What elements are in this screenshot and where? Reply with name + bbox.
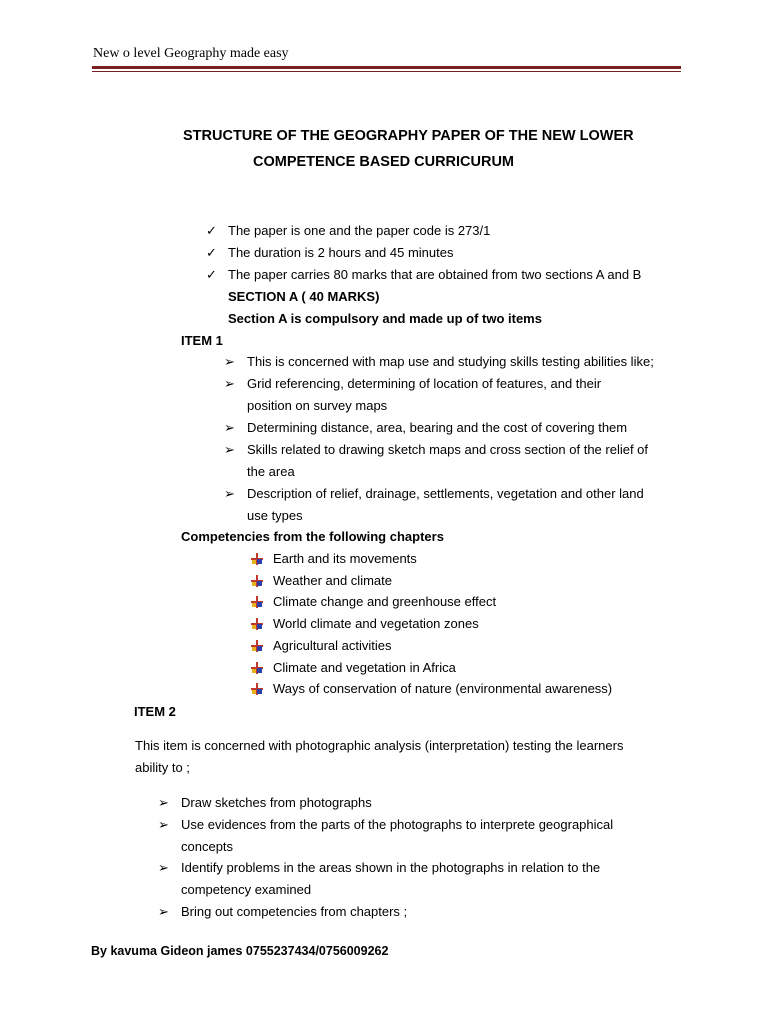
arrow-bullet-icon: ➢ — [158, 904, 169, 919]
footer-author: By kavuma Gideon james 0755237434/0756009262 — [91, 944, 389, 958]
intro-point: The duration is 2 hours and 45 minutes — [228, 245, 454, 260]
title-line-2: COMPETENCE BASED CURRICURUM — [253, 154, 515, 170]
flag-bullet-icon — [251, 662, 263, 674]
running-header: New o level Geography made easy — [93, 46, 289, 61]
item2-intro-line: ability to ; — [135, 760, 190, 775]
check-icon: ✓ — [206, 223, 217, 238]
chapter-item: Climate change and greenhouse effect — [273, 594, 497, 609]
competencies-heading: Competencies from the following chapters — [181, 529, 444, 544]
item2-point: Draw sketches from photographs — [181, 795, 372, 810]
arrow-bullet-icon: ➢ — [158, 795, 169, 810]
arrow-bullet-icon: ➢ — [158, 860, 169, 875]
item1-point-continued: use types — [247, 508, 303, 523]
flag-bullet-icon — [251, 553, 263, 565]
section-a-heading: SECTION A ( 40 MARKS) — [228, 289, 380, 304]
section-a-subheading: Section A is compulsory and made up of two items — [228, 311, 542, 326]
item2-point: Bring out competencies from chapters ; — [181, 904, 408, 919]
item1-point: This is concerned with map use and studying skills testing abilities like; — [247, 354, 654, 369]
check-icon: ✓ — [206, 267, 217, 282]
flag-bullet-icon — [251, 618, 263, 630]
chapter-item: Weather and climate — [273, 573, 392, 588]
item2-point: Identify problems in the areas shown in the photographs in relation to the — [181, 860, 601, 875]
flag-bullet-icon — [251, 596, 263, 608]
item2-point-continued: competency examined — [181, 882, 312, 897]
arrow-bullet-icon: ➢ — [224, 442, 235, 457]
item1-point-continued: position on survey maps — [247, 398, 388, 413]
arrow-bullet-icon: ➢ — [158, 817, 169, 832]
flag-bullet-icon — [251, 640, 263, 652]
chapter-item: Earth and its movements — [273, 551, 417, 566]
header-rule-thin — [92, 71, 681, 72]
item2-point-continued: concepts — [181, 839, 234, 854]
item1-point: Determining distance, area, bearing and the cost of covering them — [247, 420, 628, 435]
intro-point: The paper is one and the paper code is 273/1 — [228, 223, 491, 238]
arrow-bullet-icon: ➢ — [224, 486, 235, 501]
header-rule-thick — [92, 66, 681, 69]
title-line-1: STRUCTURE OF THE GEOGRAPHY PAPER OF THE NEW LOWER — [183, 128, 634, 144]
arrow-bullet-icon: ➢ — [224, 376, 235, 391]
chapter-item: Climate and vegetation in Africa — [273, 660, 456, 675]
item1-point: Skills related to drawing sketch maps and cross section of the relief of — [247, 442, 649, 457]
chapter-item: Agricultural activities — [273, 638, 392, 653]
flag-bullet-icon — [251, 683, 263, 695]
item1-point-continued: the area — [247, 464, 295, 479]
arrow-bullet-icon: ➢ — [224, 354, 235, 369]
flag-bullet-icon — [251, 575, 263, 587]
chapter-item: Ways of conservation of nature (environmental awareness) — [273, 681, 613, 696]
item2-intro-line: This item is concerned with photographic analysis (interpretation) testing the learners — [135, 738, 624, 753]
item1-point: Description of relief, drainage, settlements, vegetation and other land — [247, 486, 644, 501]
item2-heading: ITEM 2 — [134, 704, 176, 719]
item1-point: Grid referencing, determining of location of features, and their — [247, 376, 602, 391]
item2-point: Use evidences from the parts of the photographs to interprete geographical — [181, 817, 614, 832]
chapter-item: World climate and vegetation zones — [273, 616, 479, 631]
item1-heading: ITEM 1 — [181, 333, 223, 348]
arrow-bullet-icon: ➢ — [224, 420, 235, 435]
check-icon: ✓ — [206, 245, 217, 260]
intro-point: The paper carries 80 marks that are obtained from two sections A and B — [228, 267, 642, 282]
